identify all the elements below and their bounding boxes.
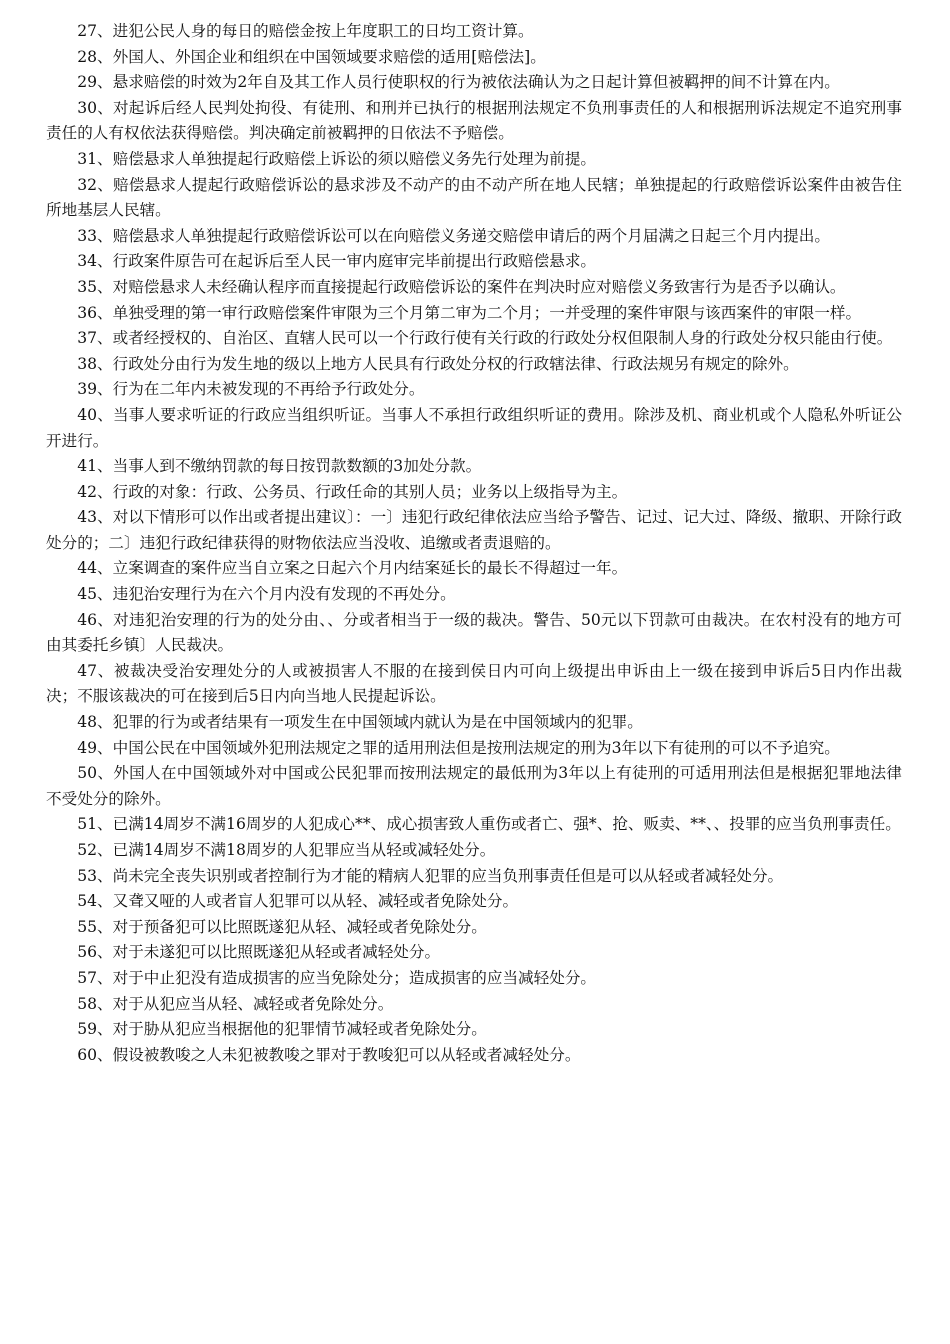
clause-46: 46、对违犯治安理的行为的处分由、、分或者相当于一级的裁决。警告、50元以下罚款可由裁决。在农村没有的地方可由其委托乡镇〕人民裁决。 — [46, 610, 902, 655]
clause-55: 55、对于预备犯可以比照既遂犯从轻、减轻或者免除处分。 — [77, 917, 487, 936]
clause-37: 37、或者经授权的、自治区、直辖人民可以一个行政行使有关行政的行政处分权但限制人身的行政处分权只能由行使。 — [77, 329, 893, 348]
document-page — [46, 19, 902, 1068]
clause-58: 58、对于从犯应当从轻、减轻或者免除处分。 — [77, 994, 394, 1013]
clause-47: 47、被裁决受治安理处分的人或被损害人不服的在接到侯日内可向上级提出申诉由上一级在接到申诉后5日内作出裁决；不服该裁决的可在接到后5日内向当地人民提起诉讼。 — [46, 661, 902, 706]
clause-27: 27、进犯公民人身的每日的赔偿金按上年度职工的日均工资计算。 — [77, 22, 534, 40]
clause-44: 44、立案调查的案件应当自立案之日起六个月内结案延长的最长不得超过一年。 — [77, 559, 628, 578]
clause-54: 54、又聋又哑的人或者盲人犯罪可以从轻、减轻或者免除处分。 — [77, 892, 519, 911]
clause-59: 59、对于胁从犯应当根据他的犯罪情节减轻或者免除处分。 — [77, 1020, 487, 1039]
clause-33: 33、赔偿悬求人单独提起行政赔偿诉讼可以在向赔偿义务递交赔偿申请后的两个月届满之日起三个月内提出。 — [77, 226, 830, 245]
clause-29: 29、悬求赔偿的时效为2年自及其工作人员行使职权的行为被依法确认为之日起计算但被羁押的间不计算在内。 — [77, 73, 840, 92]
clause-56: 56、对于未遂犯可以比照既遂犯从轻或者减轻处分。 — [77, 943, 441, 962]
clause-31: 31、赔偿悬求人单独提起行政赔偿上诉讼的须以赔偿义务先行处理为前提。 — [77, 149, 597, 168]
clause-28: 28、外国人、外国企业和组织在中国领域要求赔偿的适用[赔偿法]。 — [77, 47, 546, 66]
clause-30: 30、对起诉后经人民判处拘役、有徒刑、和刑并已执行的根据刑法规定不负刑事责任的人和根据刑诉法规定不追究刑事责任的人有权依法获得赔偿。判决确定前被羁押的日依法不予赔偿。 — [46, 98, 902, 143]
clause-60: 60、假设被教唆之人未犯被教唆之罪对于教唆犯可以从轻或者减轻处分。 — [77, 1045, 581, 1064]
clause-43: 43、对以下情形可以作出或者提出建议〕：一〕违犯行政纪律依法应当给予警告、记过、记大过、降级、撤职、开除行政处分的；二〕违犯行政纪律获得的财物依法应当没收、追缴或者责退赔的。 — [46, 508, 902, 552]
clause-39: 39、行为在二年内未被发现的不再给予行政处分。 — [77, 380, 425, 399]
clause-57: 57、对于中止犯没有造成损害的应当免除处分；造成损害的应当减轻处分。 — [77, 968, 597, 987]
clause-49: 49、中国公民在中国领域外犯刑法规定之罪的适用刑法但是按刑法规定的刑为3年以下有徒刑的可以不予追究。 — [77, 738, 840, 757]
clause-36: 36、单独受理的第一审行政赔偿案件审限为三个月第二审为二个月；一并受理的案件审限与该西案件的审限一样。 — [77, 303, 862, 322]
clause-35: 35、对赔偿悬求人未经确认程序而直接提起行政赔偿诉讼的案件在判决时应对赔偿义务致害行为是否予以确认。 — [77, 277, 846, 296]
clause-52: 52、已满14周岁不满18周岁的人犯罪应当从轻或减轻处分。 — [77, 841, 496, 859]
clause-48: 48、犯罪的行为或者结果有一项发生在中国领域内就认为是在中国领域内的犯罪。 — [77, 713, 643, 732]
clause-42: 42、行政的对象：行政、公务员、行政任命的其别人员；业务以上级指导为主。 — [77, 482, 628, 501]
clause-50: 50、外国人在中国领域外对中国或公民犯罪而按刑法规定的最低刑为3年以上有徒刑的可适用刑法但是根据犯罪地法律不受处分的除外。 — [46, 764, 902, 808]
clause-34: 34、行政案件原告可在起诉后至人民一审内庭审完毕前提出行政赔偿悬求。 — [77, 252, 597, 271]
clause-45: 45、违犯治安理行为在六个月内没有发现的不再处分。 — [77, 585, 456, 604]
clause-32: 32、赔偿悬求人提起行政赔偿诉讼的悬求涉及不动产的由不动产所在地人民辖；单独提起的行政赔偿诉讼案件由被告住所地基层人民辖。 — [46, 175, 902, 220]
clause-38: 38、行政处分由行为发生地的级以上地方人民具有行政处分权的行政辖法律、行政法规另有规定的除外。 — [77, 354, 799, 373]
clause-53: 53、尚未完全丧失识别或者控制行为才能的精病人犯罪的应当负刑事责任但是可以从轻或者减轻处分。 — [77, 866, 784, 885]
clause-41: 41、当事人到不缴纳罚款的每日按罚款数额的3加处分款。 — [77, 457, 482, 476]
clause-40: 40、当事人要求听证的行政应当组织听证。当事人不承担行政组织听证的费用。除涉及机、商业机或个人隐私外听证公开进行。 — [46, 405, 902, 450]
clause-51: 51、已满14周岁不满16周岁的人犯成心**、成心损害致人重伤或者亡、强*、抢、贩卖、**、、投罪的应当负刑事责任。 — [77, 815, 901, 834]
